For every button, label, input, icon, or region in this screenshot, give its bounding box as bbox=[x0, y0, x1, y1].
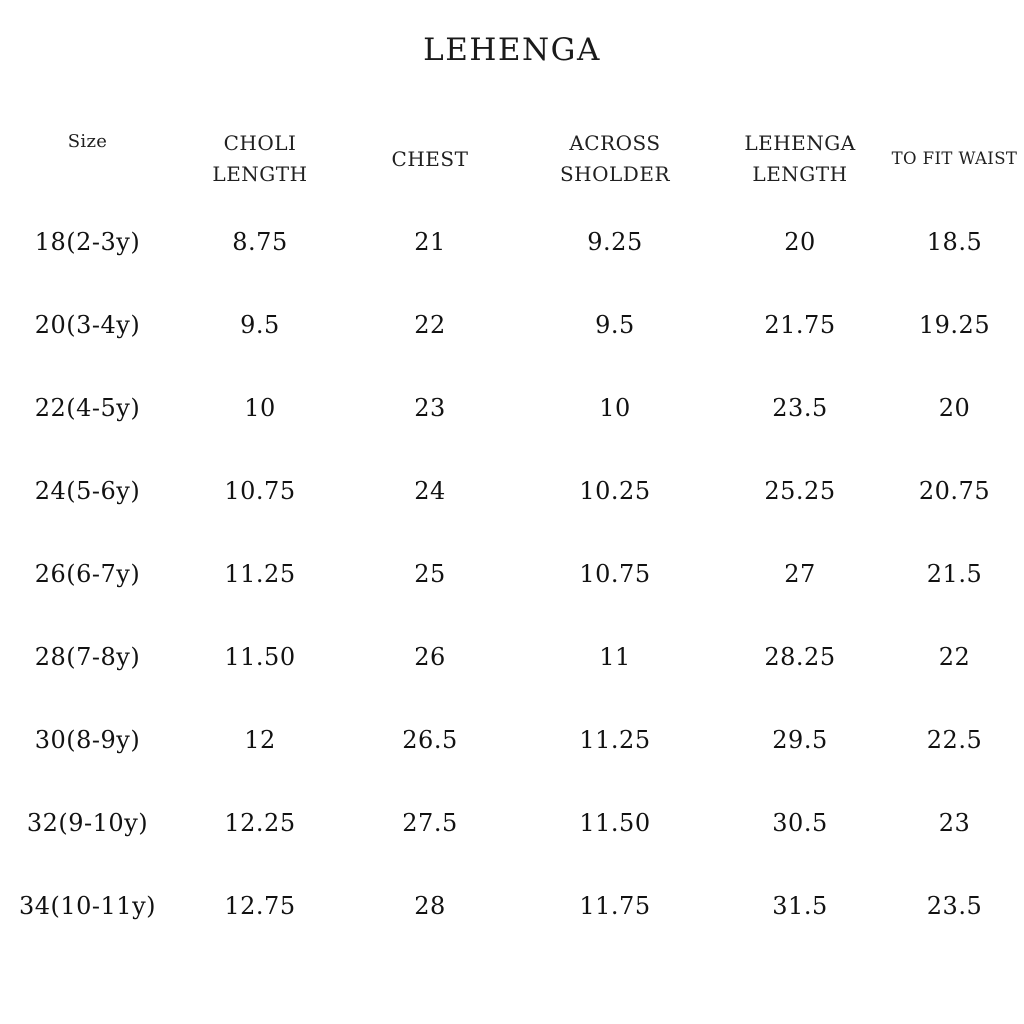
measurement-cell: 21.75 bbox=[764, 310, 836, 339]
measurement-cell: 22.5 bbox=[926, 725, 983, 754]
measurement-cell: 23 bbox=[938, 808, 971, 837]
size-cell: 22(4-5y) bbox=[34, 393, 141, 422]
size-cell: 34(10-11y) bbox=[18, 891, 156, 920]
measurement-cell: 11.25 bbox=[224, 559, 296, 588]
measurement-cell: 10.25 bbox=[579, 476, 651, 505]
measurement-cell: 9.5 bbox=[595, 310, 635, 339]
column-header-label: CHEST bbox=[391, 146, 469, 171]
size-cell: 30(8-9y) bbox=[34, 725, 141, 754]
table-row bbox=[0, 283, 1024, 366]
measurement-cell: 10.75 bbox=[224, 476, 296, 505]
measurement-cell: 20 bbox=[938, 393, 971, 422]
measurement-cell: 21 bbox=[414, 227, 446, 256]
measurement-cell: 9.5 bbox=[240, 310, 280, 339]
header-row bbox=[0, 118, 1024, 200]
page-title: LEHENGA bbox=[423, 32, 601, 68]
measurement-cell: 8.75 bbox=[232, 227, 288, 256]
table-row bbox=[0, 864, 1024, 947]
table-row bbox=[0, 781, 1024, 864]
measurement-cell: 26 bbox=[414, 642, 446, 671]
size-cell: 32(9-10y) bbox=[26, 808, 149, 837]
column-header-label: ACROSS SHOLDER bbox=[559, 131, 670, 186]
measurement-cell: 11.75 bbox=[579, 891, 651, 920]
measurement-cell: 23.5 bbox=[772, 393, 828, 422]
table-row bbox=[0, 532, 1024, 615]
table-row bbox=[0, 698, 1024, 781]
size-cell: 20(3-4y) bbox=[34, 310, 141, 339]
column-header-choli-length bbox=[175, 118, 345, 200]
measurement-cell: 11.50 bbox=[224, 642, 296, 671]
size-cell: 28(7-8y) bbox=[34, 642, 141, 671]
table-header bbox=[0, 118, 1024, 200]
column-header-label: CHOLI LENGTH bbox=[212, 131, 308, 186]
measurement-cell: 12.75 bbox=[224, 891, 296, 920]
measurement-cell: 25 bbox=[414, 559, 446, 588]
measurement-cell: 11 bbox=[599, 642, 631, 671]
measurement-cell: 22 bbox=[938, 642, 971, 671]
measurement-cell: 31.5 bbox=[772, 891, 828, 920]
table-row bbox=[0, 366, 1024, 449]
measurement-cell: 29.5 bbox=[772, 725, 828, 754]
measurement-cell: 30.5 bbox=[772, 808, 828, 837]
table-row bbox=[0, 200, 1024, 283]
measurement-cell: 28 bbox=[414, 891, 446, 920]
measurement-cell: 11.50 bbox=[579, 808, 651, 837]
measurement-cell: 12.25 bbox=[224, 808, 296, 837]
measurement-cell: 23 bbox=[414, 393, 446, 422]
measurement-cell: 20.75 bbox=[918, 476, 991, 505]
measurement-cell: 25.25 bbox=[764, 476, 836, 505]
column-header-label: TO FIT WAIST bbox=[891, 149, 1018, 169]
measurement-cell: 28.25 bbox=[764, 642, 836, 671]
size-chart-table bbox=[0, 118, 1024, 947]
measurement-cell: 9.25 bbox=[587, 227, 643, 256]
measurement-cell: 27.5 bbox=[402, 808, 458, 837]
table-row bbox=[0, 449, 1024, 532]
measurement-cell: 23.5 bbox=[926, 891, 983, 920]
table-body bbox=[0, 200, 1024, 947]
size-cell: 18(2-3y) bbox=[34, 227, 141, 256]
measurement-cell: 18.5 bbox=[926, 227, 983, 256]
column-header-chest bbox=[345, 118, 515, 200]
measurement-cell: 11.25 bbox=[579, 725, 651, 754]
measurement-cell: 21.5 bbox=[926, 559, 983, 588]
column-header-lehenga-length bbox=[715, 118, 885, 200]
size-cell: 24(5-6y) bbox=[34, 476, 141, 505]
measurement-cell: 26.5 bbox=[402, 725, 458, 754]
measurement-cell: 22 bbox=[414, 310, 446, 339]
measurement-cell: 10.75 bbox=[579, 559, 651, 588]
column-header-label: LEHENGA LENGTH bbox=[744, 131, 856, 186]
measurement-cell: 12 bbox=[244, 725, 276, 754]
measurement-cell: 10 bbox=[244, 393, 276, 422]
measurement-cell: 27 bbox=[784, 559, 816, 588]
column-header-across-sholder bbox=[515, 118, 715, 200]
size-cell: 26(6-7y) bbox=[34, 559, 141, 588]
column-header-size bbox=[0, 118, 175, 200]
measurement-cell: 20 bbox=[784, 227, 816, 256]
column-header-label: Size bbox=[67, 131, 108, 152]
column-header-to-fit-waist bbox=[885, 118, 1024, 200]
measurement-cell: 24 bbox=[414, 476, 446, 505]
measurement-cell: 19.25 bbox=[918, 310, 991, 339]
measurement-cell: 10 bbox=[599, 393, 631, 422]
table-row bbox=[0, 615, 1024, 698]
